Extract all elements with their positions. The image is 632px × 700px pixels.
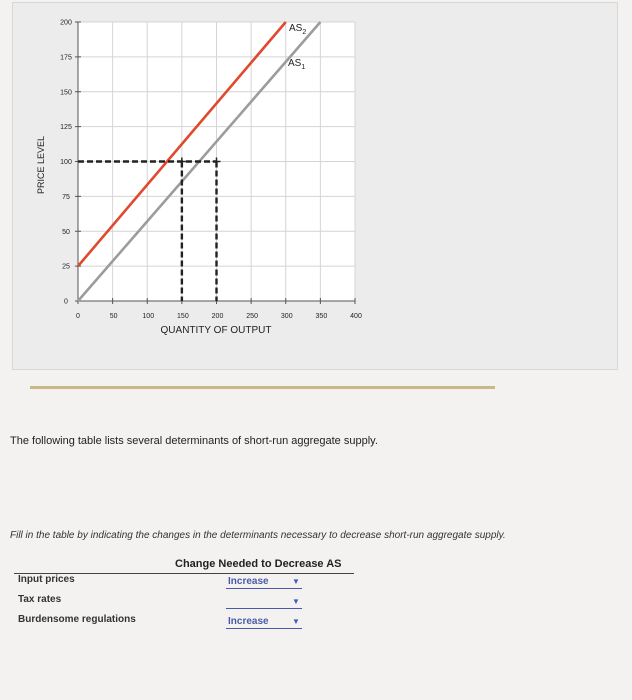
tax-rates-dropdown[interactable] <box>226 595 302 609</box>
row-label-input-prices: Input prices <box>18 574 75 585</box>
table-header: Change Needed to Decrease AS <box>175 558 342 570</box>
y-tick-label: 200 <box>60 19 72 27</box>
x-axis-label: QUANTITY OF OUTPUT <box>160 325 272 336</box>
y-tick-label: 25 <box>62 263 70 271</box>
section-divider <box>30 386 495 389</box>
input-prices-value: Increase <box>228 576 269 587</box>
x-tick-label: 400 <box>350 313 362 320</box>
x-tick-label: 200 <box>211 313 224 320</box>
y-tick-label: 150 <box>60 89 72 97</box>
burdensome-regulations-dropdown[interactable] <box>226 615 302 629</box>
y-axis-label: PRICE LEVEL <box>36 135 46 195</box>
x-tick-label: 50 <box>109 313 118 320</box>
y-tick-label: 175 <box>60 54 72 62</box>
x-tick-label: 250 <box>246 313 258 320</box>
y-tick-label: 50 <box>62 228 70 236</box>
burdensome-regulations-value: Increase <box>228 616 269 627</box>
row-label-burdensome-regulations: Burdensome regulations <box>18 614 136 625</box>
as2-label: $AS_2$ <box>289 23 307 36</box>
input-prices-dropdown[interactable] <box>226 575 302 589</box>
instruction-text: Fill in the table by indicating the changes in the determinants necessary to decrease short-run aggregate supply. <box>10 530 506 541</box>
x-tick-label: 100 <box>142 313 155 320</box>
chevron-down-icon: ▼ <box>292 597 300 606</box>
y-tick-label: 125 <box>60 124 72 132</box>
y-tick-label: 75 <box>62 193 70 201</box>
x-tick-label: 150 <box>177 313 189 320</box>
y-tick-label: 100 <box>60 159 72 166</box>
chevron-down-icon: ▼ <box>292 577 300 586</box>
x-tick-label: 300 <box>280 313 293 320</box>
x-tick-label: 0 <box>76 313 80 320</box>
x-tick-label: 350 <box>315 313 328 320</box>
intro-text: The following table lists several determinants of short-run aggregate supply. <box>10 435 378 447</box>
y-tick-label: 0 <box>64 298 68 306</box>
row-label-tax-rates: Tax rates <box>18 594 62 605</box>
chevron-down-icon: ▼ <box>292 617 300 626</box>
as1-label: $AS_1$ <box>288 58 306 71</box>
